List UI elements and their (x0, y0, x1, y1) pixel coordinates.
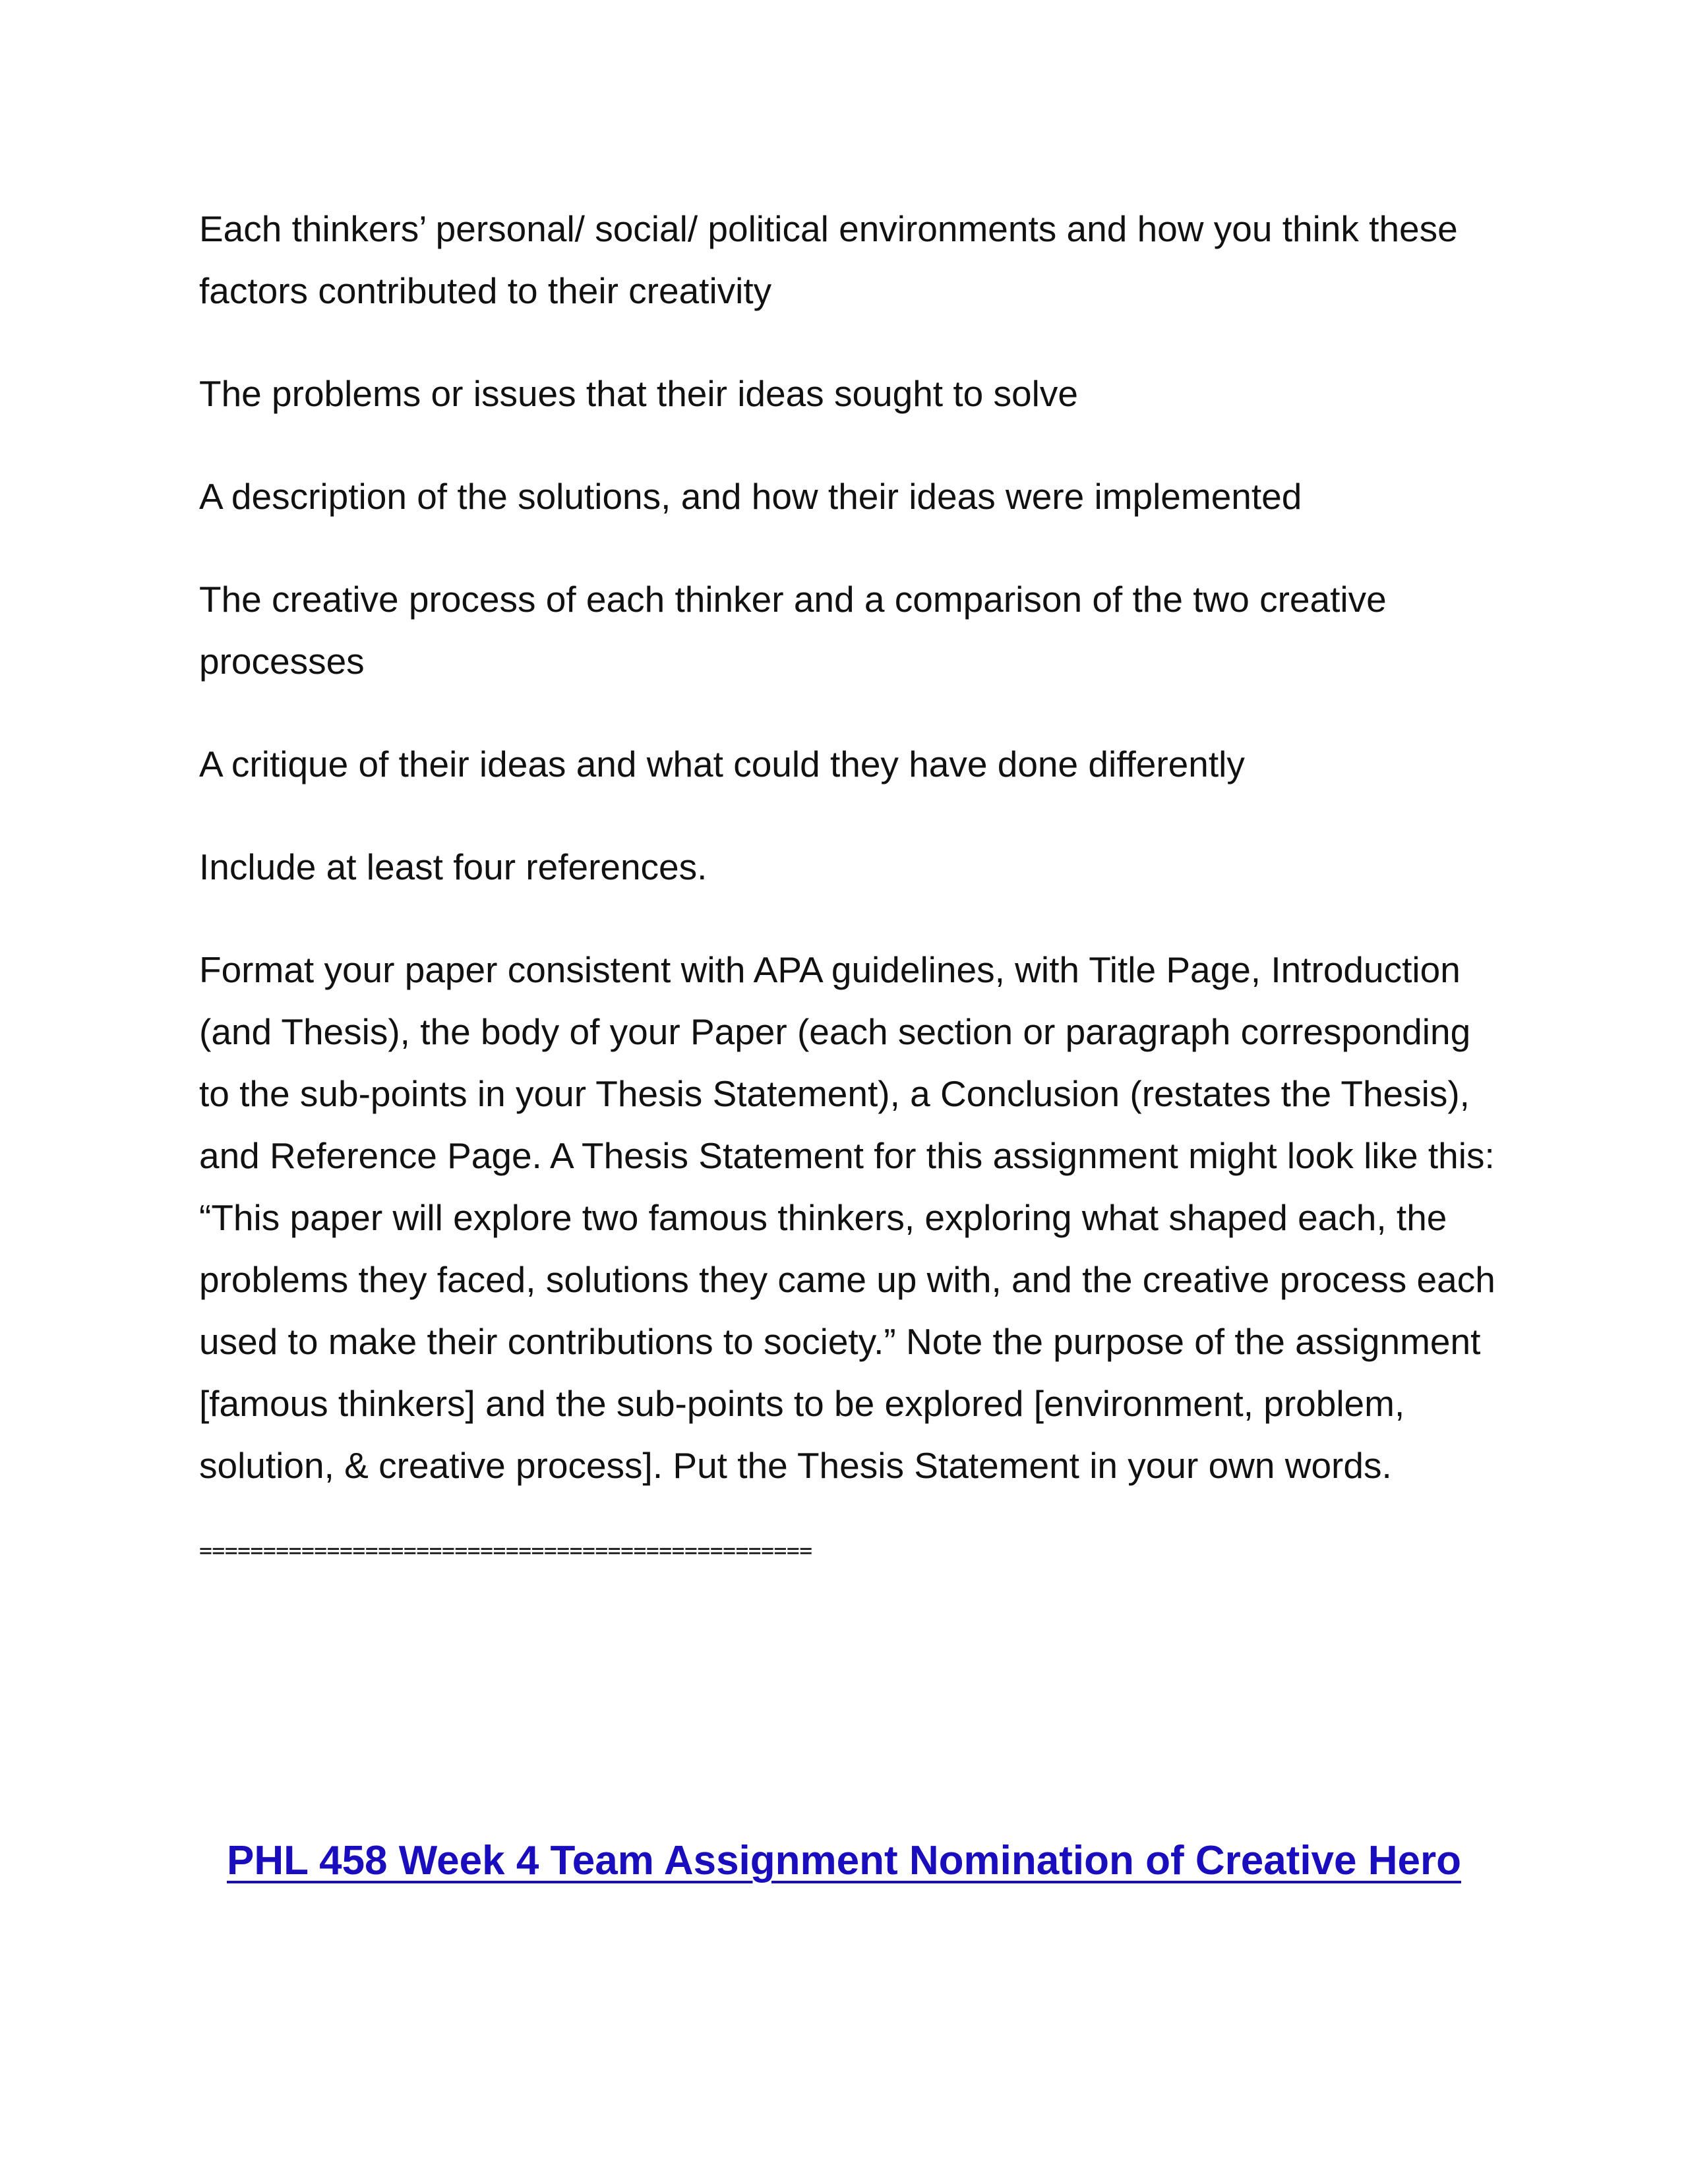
paragraph-format-instructions: Format your paper consistent with APA guidelines, with Title Page, Introduction (and Thesis), the body of your Paper (each section or paragraph corresponding to the sub-points in your Thesis Statement), a Conclusion (restates the Thesis), and Reference Page. A Thesis Statement for this assignment might look like this: “This paper will explore two famous thinkers, exploring what shaped each, the problems they faced, solutions they came up with, and the creative process each used to make their contributions to society.” Note the purpose of the assignment [famous thinkers] and the sub-points to be explored [environment, problem, solution, & creative process]. Put the Thesis Statement in your own words. (199, 949, 1495, 1486)
paragraph-environments: Each thinkers’ personal/ social/ political environments and how you think these factors contributed to their creativity (199, 208, 1458, 311)
assignment-link-heading[interactable]: PHL 458 Week 4 Team Assignment Nomination of Creative Hero (226, 1838, 1462, 1883)
document-body (199, 198, 1505, 1564)
paragraph-references: Include at least four references. (199, 846, 708, 887)
separator-line: ================================================ (199, 1537, 812, 1563)
paragraph-creative-process: The creative process of each thinker and a comparison of the two creative processes (199, 579, 1387, 682)
paragraph-problems: The problems or issues that their ideas sought to solve (199, 373, 1078, 414)
paragraph-critique: A critique of their ideas and what could they have done differently (199, 744, 1245, 784)
paragraph-solutions: A description of the solutions, and how their ideas were implemented (199, 476, 1302, 517)
